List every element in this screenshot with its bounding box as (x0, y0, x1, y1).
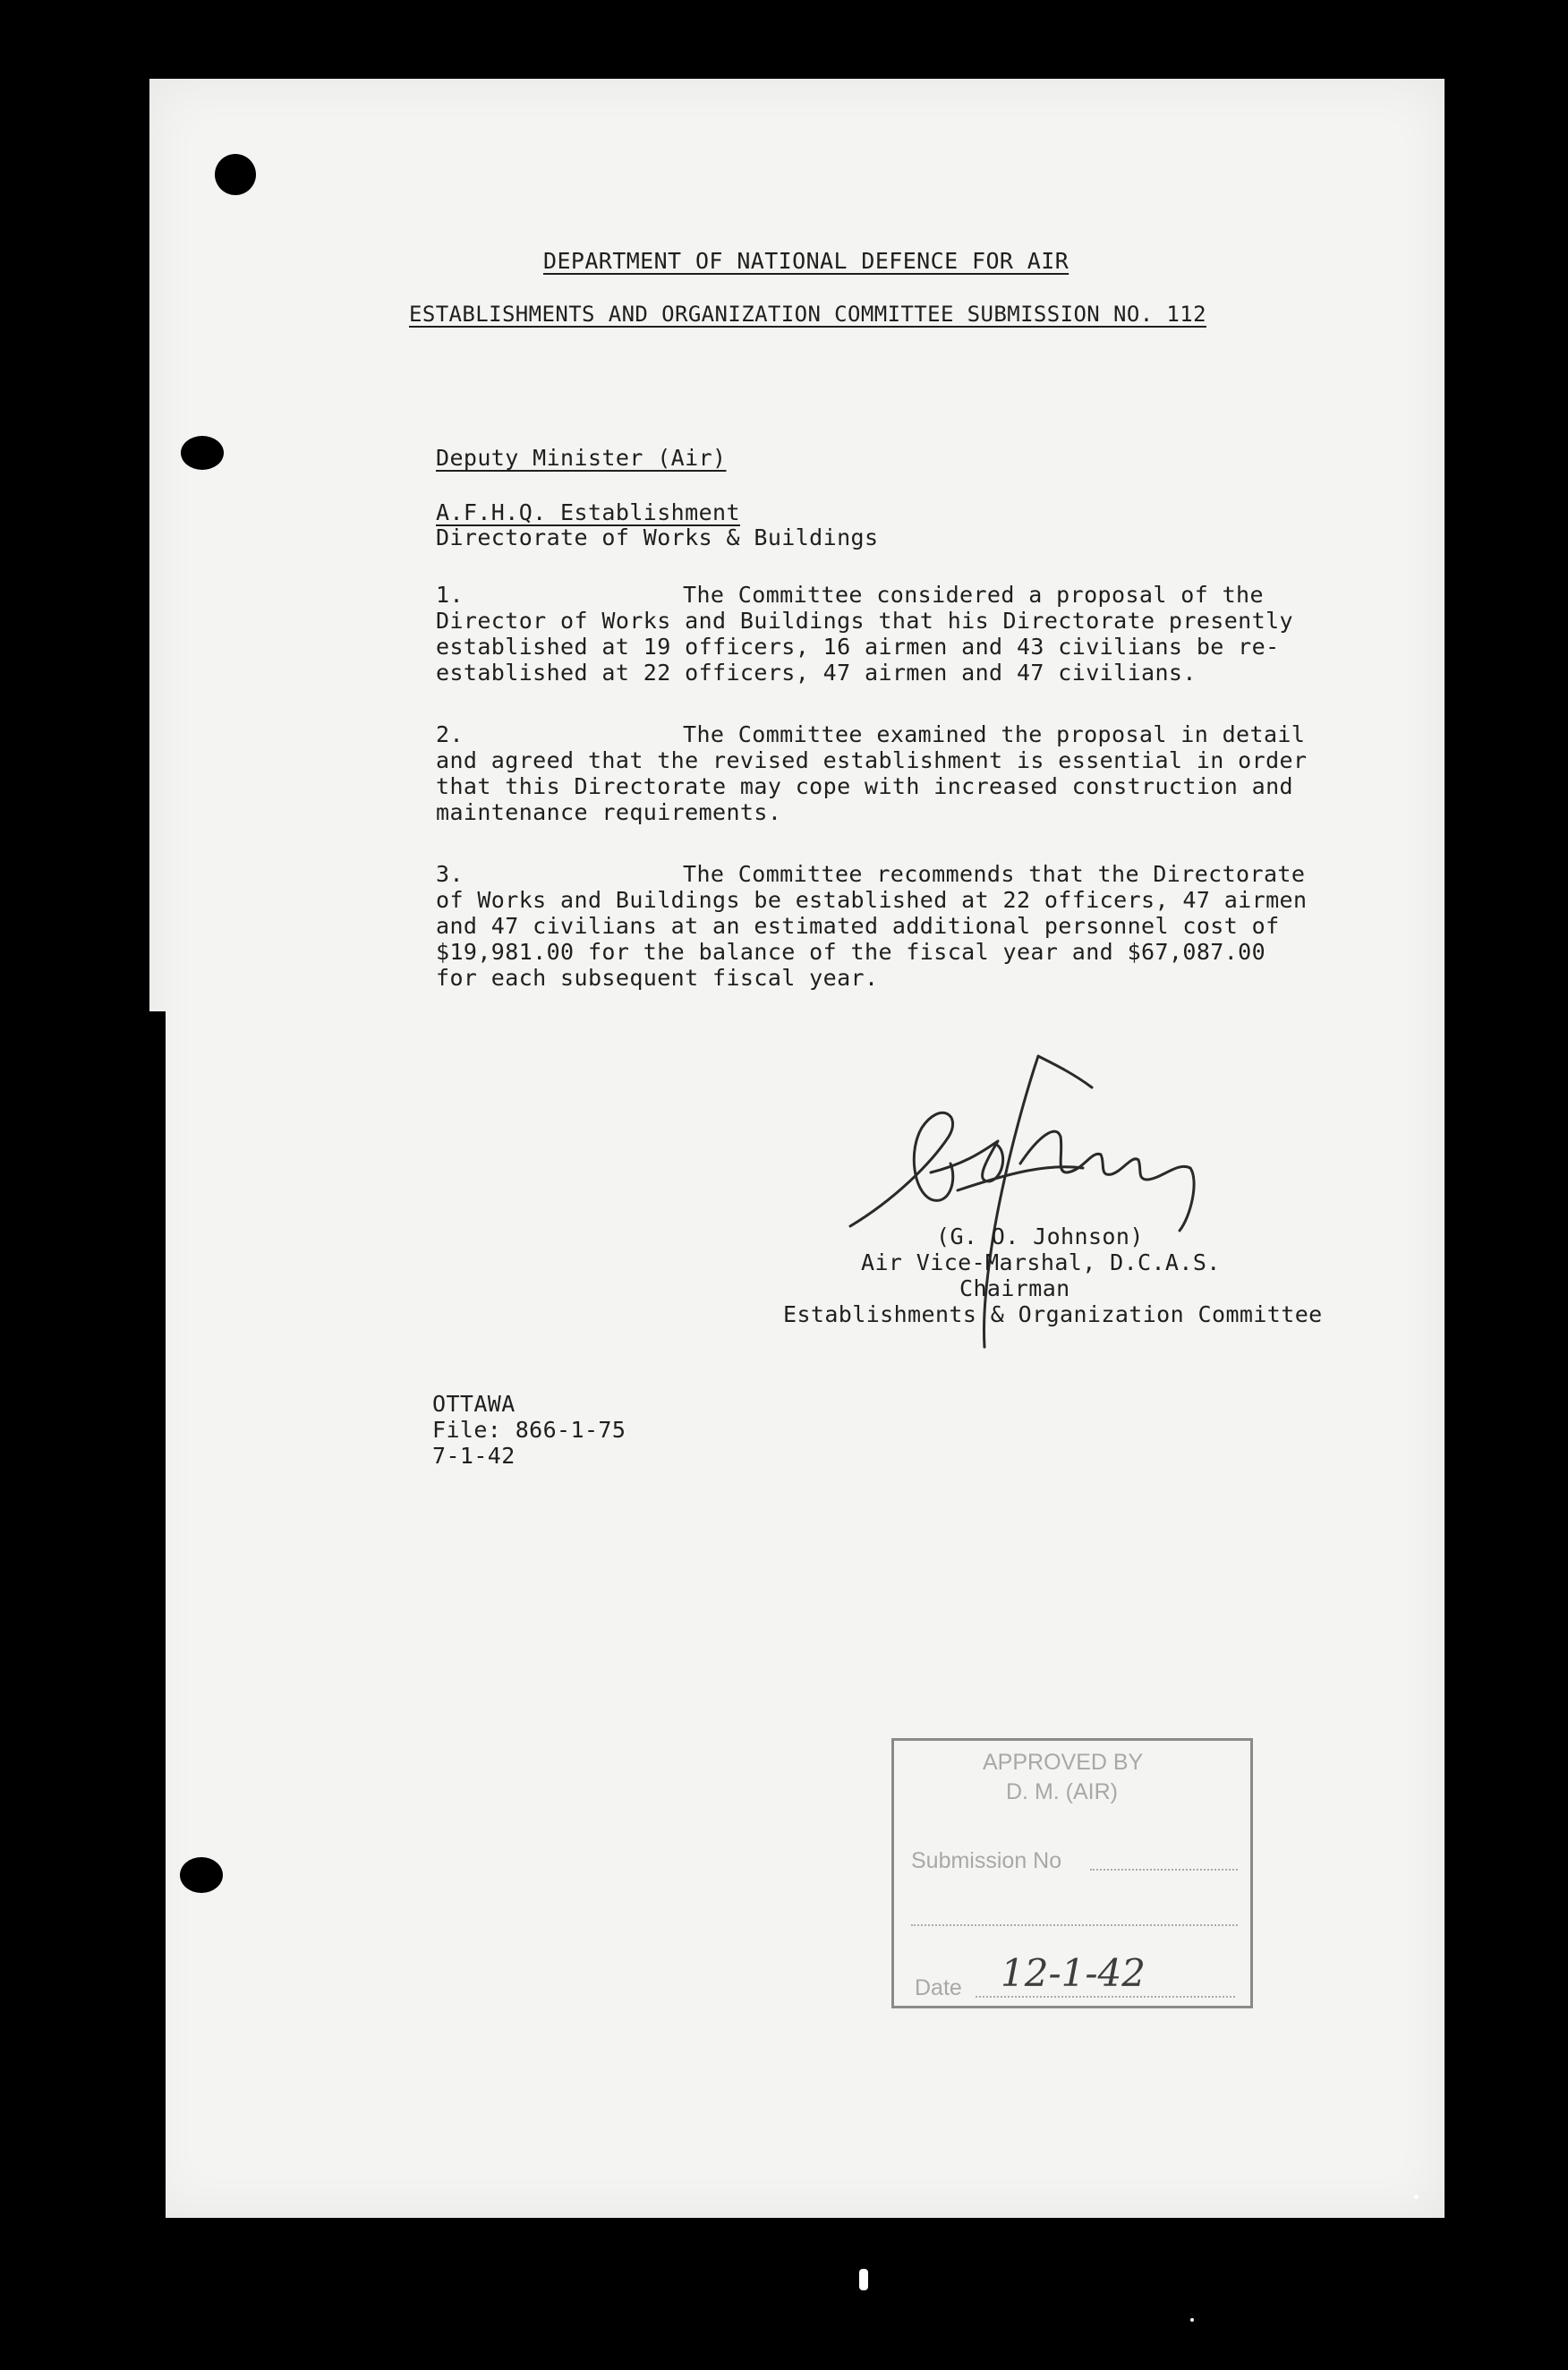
footer-file: File: 866-1-75 (432, 1417, 626, 1443)
header-submission: ESTABLISHMENTS AND ORGANIZATION COMMITTEE SUBMISSION NO. 112 (409, 302, 1206, 327)
subject-line-2: Directorate of Works & Buildings (436, 524, 879, 550)
stamp-blank-rule (911, 1924, 1238, 1926)
subject-line-1: A.F.H.Q. Establishment (436, 499, 740, 525)
paragraph-3-line-4: $19,981.00 for the balance of the fiscal year and $67,087.00 (436, 939, 1266, 965)
paragraph-3-line-1: The Committee recommends that the Directorate (683, 861, 1306, 887)
paragraph-1-line-4: established at 22 officers, 47 airmen and 47 civilians. (436, 660, 1197, 686)
stamp-date-value: 12-1-42 (1001, 1951, 1146, 1995)
stamp-submission-rule (1090, 1869, 1238, 1871)
paragraph-1-line-2: Director of Works and Buildings that his Directorate presently (436, 608, 1293, 634)
film-edge-shadow (149, 1011, 166, 2220)
paragraph-1-line-3: established at 19 officers, 16 airmen and 43 civilians be re- (436, 634, 1280, 660)
film-speck (859, 2269, 868, 2290)
signatory-committee: Establishments & Organization Committee (783, 1301, 1323, 1327)
punch-hole-middle (181, 436, 224, 470)
stamp-date-label: Date (915, 1975, 962, 2000)
paragraph-3-line-3: and 47 civilians at an estimated additional personnel cost of (436, 913, 1280, 939)
stamp-submission-label: Submission No (911, 1848, 1062, 1873)
punch-hole-top (215, 154, 256, 195)
paragraph-1-line-1: The Committee considered a proposal of the (683, 582, 1264, 608)
addressee: Deputy Minister (Air) (436, 445, 727, 471)
stamp-title-2: D. M. (AIR) (1006, 1779, 1118, 1804)
footer-place: OTTAWA (432, 1391, 516, 1417)
paragraph-1-number: 1. (436, 582, 464, 608)
paragraph-2-line-4: maintenance requirements. (436, 799, 782, 825)
signatory-name: (G. O. Johnson) (936, 1223, 1144, 1249)
stamp-title-1: APPROVED BY (983, 1750, 1144, 1775)
stamp-date-rule (976, 1996, 1235, 1998)
paragraph-2-line-2: and agreed that the revised establishment is essential in order (436, 747, 1308, 773)
paragraph-3-line-5: for each subsequent fiscal year. (436, 965, 879, 991)
signatory-rank: Air Vice-Marshal, D.C.A.S. (861, 1249, 1221, 1275)
paragraph-2-line-1: The Committee examined the proposal in detail (683, 721, 1306, 747)
footer-date: 7-1-42 (432, 1443, 516, 1469)
film-speck (1190, 2318, 1194, 2322)
paragraph-2-number: 2. (436, 721, 464, 747)
punch-hole-bottom (180, 1857, 223, 1893)
signatory-role: Chairman (959, 1275, 1070, 1301)
paragraph-3-line-2: of Works and Buildings be established at 22 officers, 47 airmen (436, 887, 1308, 913)
paragraph-3-number: 3. (436, 861, 464, 887)
header-department: DEPARTMENT OF NATIONAL DEFENCE FOR AIR (543, 248, 1069, 274)
paragraph-2-line-3: that this Directorate may cope with increased construction and (436, 773, 1293, 799)
film-speck (1414, 2195, 1419, 2199)
